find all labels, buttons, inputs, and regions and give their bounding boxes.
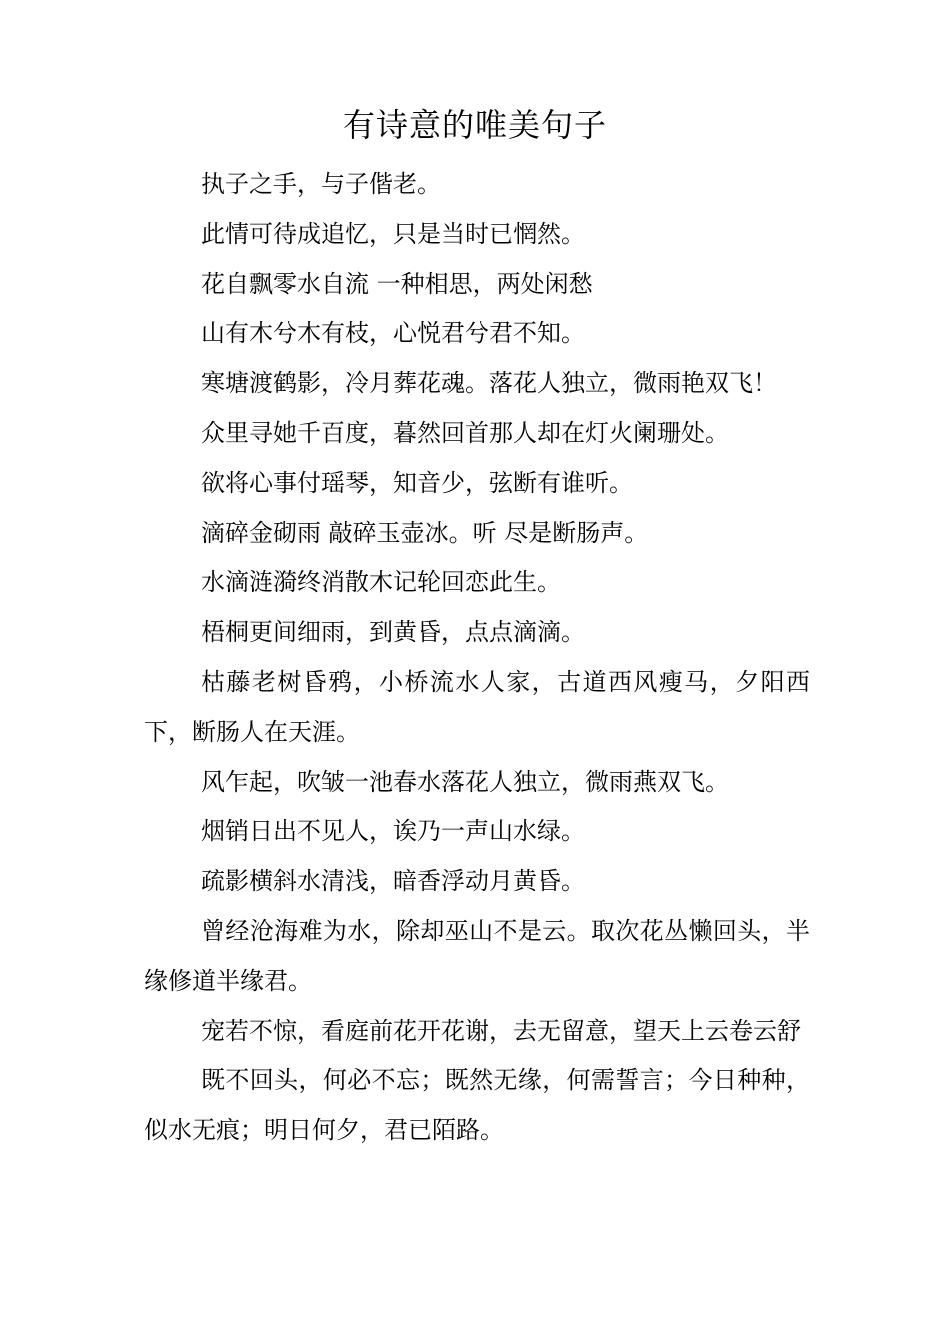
paragraph: 疏影横斜水清浅，暗香浮动月黄昏。: [201, 867, 585, 896]
paragraph: 执子之手，与子偕老。: [201, 170, 441, 198]
document-body: [144, 160, 810, 1156]
paragraph: 烟销日出不见人，诶乃一声山水绿。: [201, 817, 585, 846]
paragraph: 花自飘零水自流 一种相思，两处闲愁: [201, 269, 593, 298]
paragraph: 寒塘渡鹤影，冷月葬花魂。落花人独立，微雨艳双飞！: [201, 369, 777, 398]
paragraph: 滴碎金砌雨 敲碎玉壶冰。听 尽是断肠声。: [201, 518, 649, 547]
paragraph: 山有木兮木有枝，心悦君兮君不知。: [201, 319, 585, 348]
paragraph: 欲将心事付瑶琴，知音少，弦断有谁听。: [201, 468, 633, 497]
paragraph: 枯藤老树昏鸦，小桥流水人家，古道西风瘦马，夕阳西下，断肠人在天涯。: [144, 667, 810, 746]
paragraph: 宠若不惊，看庭前花开花谢，去无留意，望天上云卷云舒: [201, 1016, 801, 1045]
paragraph: 曾经沧海难为水，除却巫山不是云。取次花丛懒回头，半缘修道半缘君。: [144, 916, 810, 995]
paragraph: 水滴涟漪终消散木记轮回恋此生。: [201, 568, 561, 597]
paragraph: 此情可待成追忆，只是当时已惘然。: [201, 219, 585, 248]
paragraph: 众里寻她千百度，暮然回首那人却在灯火阑珊处。: [201, 418, 729, 447]
paragraph: 风乍起，吹皱一池春水落花人独立，微雨燕双飞。: [201, 767, 729, 796]
document-title: 有诗意的唯美句子: [342, 106, 607, 144]
paragraph: 既不回头，何必不忘；既然无缘，何需誓言；今日种种，似水无痕；明日何夕，君已陌路。: [144, 1066, 810, 1145]
paragraph: 梧桐更间细雨，到黄昏，点点滴滴。: [201, 618, 585, 647]
